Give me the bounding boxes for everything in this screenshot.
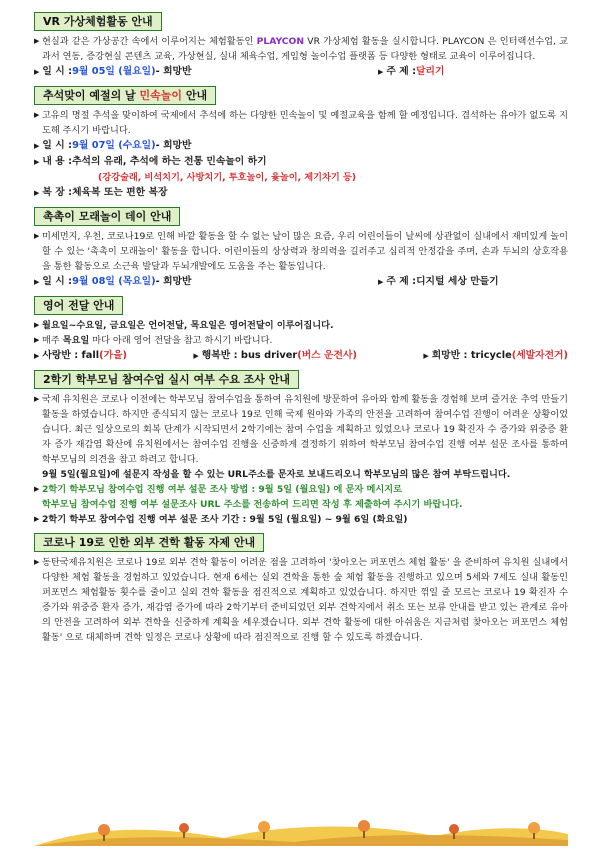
section-field-trip-title: 코로나 19로 인한 외부 견학 활동 자제 안내 [34, 533, 264, 552]
triangle-bullet-icon: ▶ [34, 189, 40, 197]
section-chuseok-body: ▶ 고유의 명절 추석을 맞이하여 국제에서 추석에 하는 다양한 민속놀이 및 예절교육을 함께 할 예정입니다. 겸석하는 유아가 없도록 지도해 주시기 바랍니다. [34, 110, 568, 136]
vr-theme: 달리기 [416, 66, 445, 77]
section-chuseok-title: 추석맞이 예절의 날 민속놀이 안내 [34, 86, 216, 105]
hills-illustration [34, 818, 568, 846]
section-survey [34, 370, 568, 527]
section-field-trip [34, 533, 568, 645]
section-english-title: 영어 전달 안내 [34, 296, 123, 315]
triangle-bullet-icon: ▶ [423, 352, 429, 360]
section-sand-title: 촉촉이 모래놀이 데이 안내 [34, 207, 180, 226]
triangle-bullet-icon: ▶ [378, 68, 384, 76]
triangle-bullet-icon: ▶ [34, 37, 40, 45]
chuseok-games: (강강술래, 비석치기, 사방치기, 투호놀이, 윷놀이, 제기차기 등) [98, 172, 357, 183]
triangle-bullet-icon: ▶ [34, 232, 40, 240]
section-vr-schedule: ▶ 일 시 : 9월 05일 (월요일) - 희망반 ▶ 주 제 : 달리기 [34, 64, 568, 80]
section-sand-body: ▶ 미세먼지, 우천, 코로나19로 인해 바깥 활동을 할 수 없는 날이 많은 요즘, 우리 어린이들이 날씨에 상관없이 실내에서 재미있게 놀이할 수 있는 '촉촉이 모래놀이' 활동을 합니다. 어린이들의 상상력과 창의력을 길러주고 심리적 안정감을 주며, 손과 두뇌의 상호작용을 통한 활동으로 소근육 발달과 두뇌개발에도 도움을 주는 활동입니다. [34, 231, 568, 272]
triangle-bullet-icon: ▶ [34, 558, 40, 566]
triangle-bullet-icon: ▶ [34, 336, 40, 344]
section-sand [34, 207, 568, 290]
english-line2: ▶ 매주 목요일 마다 아래 영어 전달을 참고 하시기 바랍니다. [34, 335, 273, 346]
section-sand-schedule: ▶ 일 시 : 9월 08일 (목요일) - 희망반 ▶ 주 제 : 디지털 세상 만들기 [34, 274, 568, 290]
brand-name: PLAYCON [256, 36, 305, 47]
chuseok-date-row: ▶ 일 시 : 9월 07일 (수요일) - 희망반 [34, 138, 568, 154]
section-vr [34, 12, 568, 80]
english-words: ▶ 사랑반 : fall (가을) ▶ 행복반 : bus driver (버스 운전사) ▶ 희망반 : tricycle (세발자전거) [34, 348, 568, 364]
section-english [34, 296, 568, 364]
newsletter-page [34, 12, 568, 651]
survey-method: ▶ 2학기 학부모님 참여수업 진행 여부 설문 조사 방법 : 9월 5일 (월요일) 에 문자 메시지로 [34, 484, 403, 495]
triangle-bullet-icon: ▶ [34, 142, 40, 150]
triangle-bullet-icon: ▶ [34, 515, 40, 523]
chuseok-dress-row: ▶ 복 장 : 체육복 또는 편한 복장 [34, 185, 568, 201]
triangle-bullet-icon: ▶ [34, 111, 40, 119]
field-trip-body: ▶ 동탄국제유치원은 코로나 19로 외부 견학 활동이 어려운 점을 고려하여 '찾아오는 퍼포먼스 체험 활동' 을 준비하여 유치원 실내에서 다양한 체험 활동을 경험하고 있었습니다. 현재 6세는 실외 견학을 통한 숲 체험 활동을 진행하고 있으며 5세와 7세도 실내 활동인 퍼포먼스 체험활동 횟수를 줄이고 실외 견학 활동을 점진적으로 계획하고 있었습니다. 하지만 꺾일 줄 모르는 코로나 19 확진자 수 증가와 위중증 환자 증가, 재감염 증가에 따라 2학기부터 준비되었던 외부 견학지에서 취소 또는 보류 안내를 받고 있는 관계로 유아의 안전을 고려하여 외부 견학을 신중하게 계획을 세우겠습니다. 외부 견학 활동에 대한 아쉬움은 지금처럼 찾아오는 퍼포먼스 체험 활동' 으로 대체하며 견학 일정은 코로나 상황에 따라 점진적으로 진행 할 수 있도록 하겠습니다. [34, 557, 568, 643]
survey-body: ▶ 국제 유치원은 코로나 이전에는 학부모님 참여수업을 통하여 유치원에 방문하여 유아와 함께 활동을 경험해 보며 즐거운 추억 만들기 활동을 하였습니다. 하지만 종식되지 않는 코로나 19로 인해 국제 원아와 가족의 안전을 고려하여 참여수업 진행이 어려운 상황이었습니다. 최근 일상으로의 회복 단계가 시작되면서 2학기에는 참여 수업을 계획하고 있었으나 코로나 19 확진자 수 증가와 위중증 환자 증가 재감염 확산에 유치원에서는 참여수업 진행을 신중하게 결정하기 위하여 학부모님 참여수업 진행 여부 설문 조사를 통하여 학부모님의 의견을 참고 하려고 합니다. [34, 394, 568, 465]
triangle-bullet-icon: ▶ [34, 485, 40, 493]
triangle-bullet-icon: ▶ [378, 278, 384, 286]
section-chuseok [34, 86, 568, 201]
section-vr-title: VR 가상체험활동 안내 [34, 12, 162, 31]
triangle-bullet-icon: ▶ [34, 278, 40, 286]
triangle-bullet-icon: ▶ [34, 321, 40, 329]
survey-period: ▶ 2학기 학부모 참여수업 진행 여부 설문 조사 기간 : 9월 5일 (월요일) ~ 9월 6일 (화요일) [34, 514, 408, 525]
triangle-bullet-icon: ▶ [34, 158, 40, 166]
survey-method-2: 학부모님 참여수업 진행 여부 설문조사 URL 주소를 전송하여 드리면 작성 후 제출하여 주시기 바랍니다. [42, 499, 463, 510]
vr-date: 9월 05일 (월요일) [72, 66, 156, 77]
english-line1: ▶ 월요일~수요일, 금요일은 언어전달, 목요일은 영어전달이 이루어집니다. [34, 320, 334, 331]
triangle-bullet-icon: ▶ [34, 68, 40, 76]
survey-body2: 9월 5일(월요일)에 설문지 작성을 할 수 있는 URL주소를 문자로 보내드리오니 학부모님의 많은 참여 부탁드립니다. [42, 469, 511, 480]
section-vr-body: ▶ 현실과 같은 가상공간 속에서 이루어지는 체험활동인 PLAYCON VR 가상체험 활동을 실시합니다. PLAYCON 은 인터랙션수업, 교과서 연동, 증강현실 콘텐츠 교육, 가상현실, 실내 체육수업, 게임형 놀이수업 플랫폼 등 다양한 형태로 교육이 이루어집니다. [34, 36, 568, 62]
triangle-bullet-icon: ▶ [193, 352, 199, 360]
section-survey-title: 2학기 학부모님 참여수업 실시 여부 수요 조사 안내 [34, 370, 299, 389]
chuseok-content-row: ▶ 내 용 : 추석의 유래, 추석에 하는 전통 민속놀이 하기 [34, 154, 568, 170]
autumn-hills-decoration [34, 818, 568, 846]
triangle-bullet-icon: ▶ [34, 352, 40, 360]
triangle-bullet-icon: ▶ [34, 395, 40, 403]
